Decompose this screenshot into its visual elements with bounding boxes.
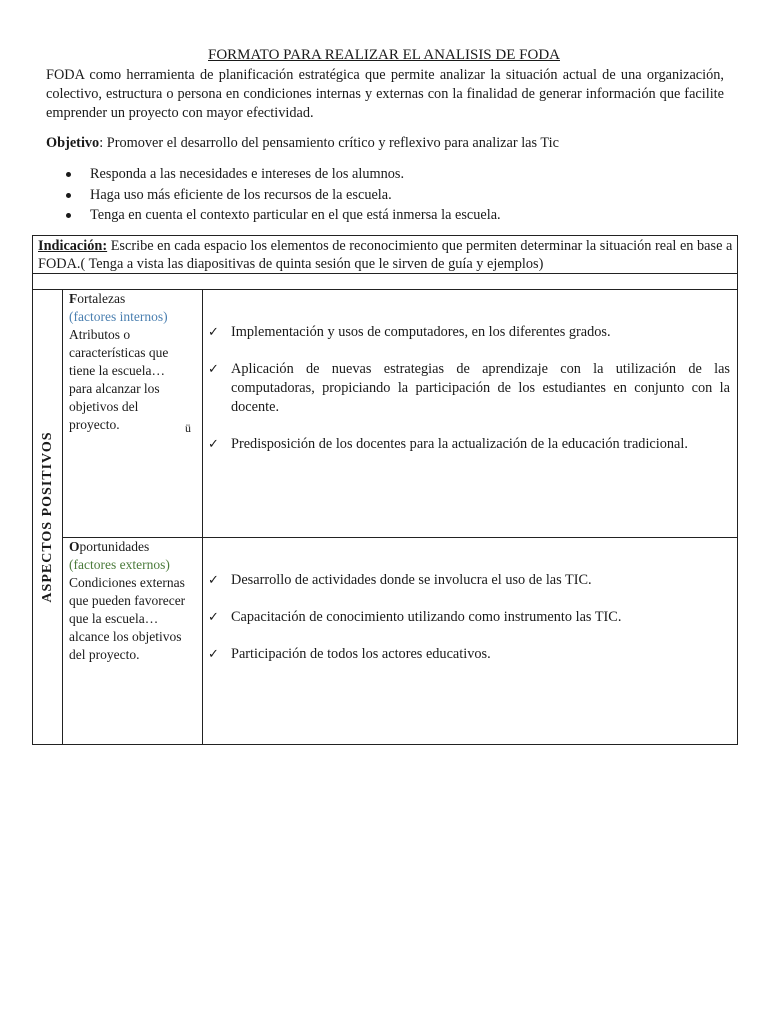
list-item — [66, 205, 726, 226]
bullet-text: Haga uso más eficiente de los recursos de la escuela. — [90, 186, 392, 203]
check-icon: ✓ — [208, 610, 219, 625]
stray-mark: ü — [185, 421, 191, 435]
bullet-text: Responda a las necesidades e intereses de los alumnos. — [90, 166, 405, 182]
objective-label: Objetivo — [46, 135, 100, 151]
list-item — [208, 435, 730, 454]
check-icon: ✓ — [208, 573, 219, 588]
oportunidades-subtitle: (factores externos) — [69, 557, 170, 572]
fortalezas-initial: F — [69, 291, 78, 306]
oportunidades-rest: portunidades — [79, 539, 150, 554]
oportunidades-initial: O — [69, 539, 80, 554]
bullet-text: Tenga en cuenta el contexto particular en el que está inmersa la escuela. — [90, 207, 501, 223]
oportunidad-text: Desarrollo de actividades donde se involucra el uso de las TIC. — [231, 572, 592, 588]
fortaleza-text: Implementación y usos de computadores, en los diferentes grados. — [231, 324, 611, 340]
indication-body: Escribe en cada espacio los elementos de reconocimiento que permiten determinar la situación real en base a FODA.( Tenga a vista las diapositivas de quinta sesión que le sirven de guía y ejemplos) — [38, 238, 733, 272]
indication-text — [38, 237, 734, 273]
section-label: ASPECTOS POSITIVOS — [39, 431, 55, 603]
fortalezas-cell — [69, 290, 199, 434]
list-item — [66, 185, 726, 206]
fortaleza-text: Aplicación de nuevas estrategias de aprendizaje con la utilización de las computadoras, propiciando la participación de los estudiantes en conjunto con la docente. — [231, 361, 730, 415]
table-border-top — [32, 235, 738, 236]
objective-text: : Promover el desarrollo del pensamiento crítico y reflexivo para analizar las Tic — [99, 135, 559, 151]
check-icon: ✓ — [208, 325, 219, 340]
check-icon: ✓ — [208, 647, 219, 662]
table-divider — [202, 289, 203, 745]
section-label-cell — [33, 290, 62, 744]
indication-label: Indicación: — [38, 238, 108, 254]
fortaleza-text: Predisposición de los docentes para la actualización de la educación tradicional. — [231, 436, 688, 452]
list-item — [208, 571, 730, 590]
fortalezas-list — [208, 323, 730, 454]
oportunidad-text: Participación de todos los actores educativos. — [231, 646, 491, 662]
fortalezas-description: Atributos o características que tiene la escuela… para alcanzar los objetivos del proyecto. — [69, 327, 169, 432]
table-divider — [32, 273, 738, 274]
fortalezas-rest: ortalezas — [77, 291, 126, 306]
list-item — [66, 164, 726, 185]
objective-paragraph — [46, 134, 724, 153]
intro-paragraph: FODA como herramienta de planificación estratégica que permite analizar la situación actual de una organización, colectivo, estructura o persona en condiciones internas y externas con la finalidad de generar información que facilite emprender un proyecto con mayor efectividad. — [46, 67, 724, 121]
bullet-list — [66, 164, 726, 226]
list-item — [208, 608, 730, 627]
check-icon: ✓ — [208, 362, 219, 377]
bullet-dot-icon — [66, 213, 71, 218]
bullet-dot-icon — [66, 193, 71, 198]
list-item — [208, 645, 730, 664]
list-item — [208, 323, 730, 342]
table-border-bottom — [32, 744, 738, 745]
table-border-right — [737, 235, 738, 745]
oportunidades-cell — [69, 538, 199, 664]
bullet-dot-icon — [66, 172, 71, 177]
oportunidad-text: Capacitación de conocimiento utilizando como instrumento las TIC. — [231, 609, 622, 625]
list-item — [208, 360, 730, 417]
table-divider — [62, 289, 63, 745]
check-icon: ✓ — [208, 437, 219, 452]
page-title: FORMATO PARA REALIZAR EL ANALISIS DE FODA — [208, 47, 560, 63]
fortalezas-heading — [69, 290, 199, 308]
fortalezas-subtitle: (factores internos) — [69, 309, 168, 324]
oportunidades-list — [208, 571, 730, 664]
oportunidades-description: Condiciones externas que pueden favorecer que la escuela… alcance los objetivos del proyecto. — [69, 575, 186, 662]
oportunidades-heading — [69, 538, 199, 556]
